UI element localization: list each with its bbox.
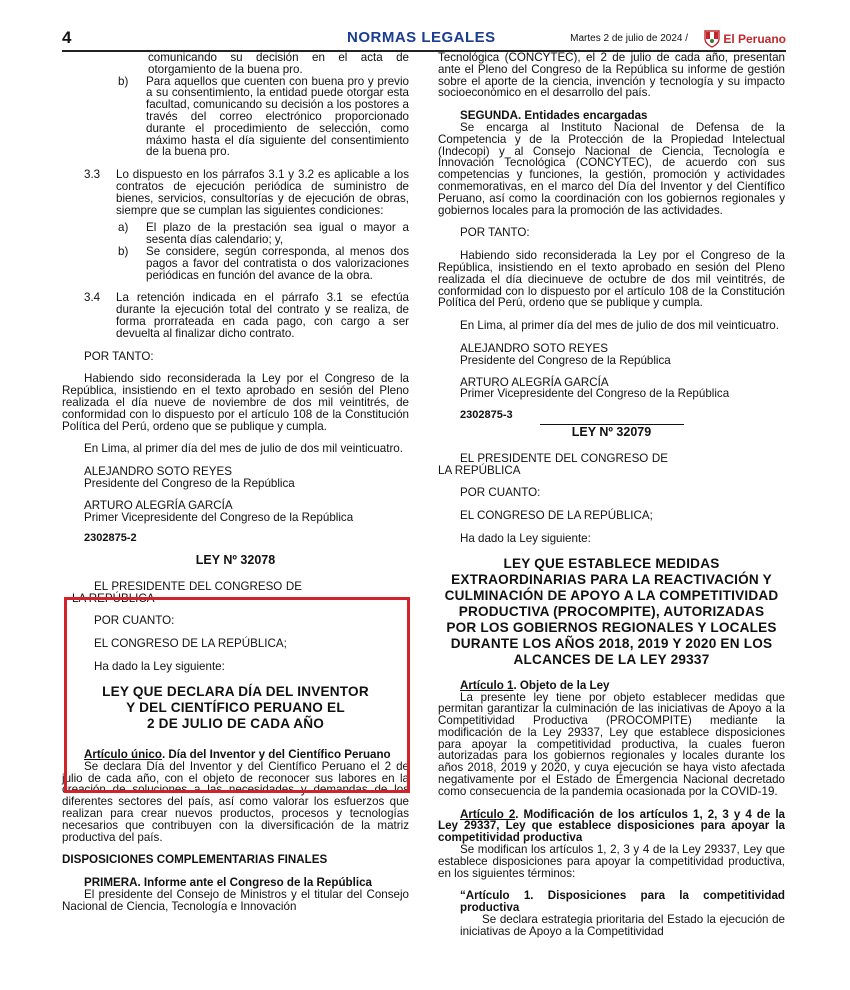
list-label: b)	[118, 244, 129, 258]
list-label: 3.3	[84, 168, 101, 182]
condition-list	[118, 222, 409, 281]
left-sublist-b	[118, 76, 409, 159]
law-title-line: 2 DE JULIO DE CADA AÑO	[146, 715, 325, 731]
paragraph: Se declara estrategia prioritaria del Estado la ejecución de iniciativas de Apoyo a la Competitividad	[460, 913, 785, 938]
por-tanto: POR TANTO:	[460, 226, 530, 240]
paragraph: EL CONGRESO DE LA REPÚBLICA;	[460, 509, 653, 523]
paragraph: Ha dado la Ley siguiente:	[94, 660, 225, 674]
quoted-article	[460, 890, 785, 937]
law-title-line: LEY QUE DECLARA DÍA DEL INVENTOR	[102, 683, 369, 699]
article-title: . Día del Inventor y del Científico Peruano	[161, 748, 391, 762]
right-column	[438, 52, 785, 949]
paragraph: Tecnológica (CONCYTEC), el 2 de julio de cada año, presentan ante el Pleno del Congreso de la República su informe de gestión sobre el aporte de la ciencia, invención y tecnología y su impacto socioeconómico en el desarrollo del país.	[438, 51, 785, 100]
list-text: Lo dispuesto en los párrafos 3.1 y 3.2 es aplicable a los contratos de ejecución periódica de suministro de bienes, servicios, consultorías y de ejecución de obras, siempre que se cumplan las siguientes condiciones:	[116, 168, 409, 217]
list-label: b)	[118, 74, 129, 88]
article-title: . Modificación de los artículos 1, 2, 3 y 4 de la Ley 29337, Ley que establece disposiciones para apoyar la competitividad productiva	[438, 807, 785, 845]
article-heading	[438, 809, 785, 844]
signer-role: Primer Vicepresidente del Congreso de la República	[460, 387, 730, 401]
article-label: Artículo 2	[460, 807, 516, 821]
paragraph: Se encarga al Instituto Nacional de Defensa de la Competencia y de la Protección de la Propiedad Intelectual (Indecopi) y al Consejo Nacional de Ciencia, Tecnología e Innovación Tecnológica (CONCYTEC), de acuerdo con sus competencias y funciones, la gestión, promoción y actividades conmemorativas, en el marco del Día del Inventor y del Científico Peruano, así como la coordinación con los gobiernos regionales y gobiernos locales para la promoción de las actividades.	[438, 120, 785, 217]
peru-shield-icon	[704, 30, 720, 48]
list-item	[118, 246, 409, 281]
paragraph: Se declara Día del Inventor y del Científico Peruano el 2 de julio de cada año, con el objeto de reconocer sus labores en la creación de soluciones a las necesidades y demandas de los diferentes sectores del país, así como valorar los esfuerzos que realizan para crear nuevos productos, procesos y tecnologías necesarios que contribuyen con la diversificación de la matriz productiva del país.	[62, 759, 409, 844]
list-label: 3.4	[84, 291, 101, 305]
list-label: a)	[118, 221, 129, 235]
section-heading: DISPOSICIONES COMPLEMENTARIAS FINALES	[62, 853, 328, 867]
signer-name: ALEJANDRO SOTO REYES	[460, 341, 608, 355]
document-code: 2302875-3	[460, 409, 513, 422]
paragraph: Habiendo sido reconsiderada la Ley por el Congreso de la República, insistiendo en el texto aprobado en sesión del Pleno realizada el día nueve de noviembre de dos mil veintitrés, de conformidad con lo dispuesto por el artículo 108 de la Constitución Política del Perú, ordeno que se publique y cumpla.	[62, 372, 409, 433]
paragraph: EL PRESIDENTE DEL CONGRESO DE LA REPÚBLICA	[72, 579, 302, 605]
signature-block	[84, 500, 409, 524]
list-item	[118, 222, 409, 246]
provision-title: PRIMERA. Informe ante el Congreso de la República	[84, 876, 372, 890]
law-number: LEY Nº 32078	[195, 553, 276, 568]
publication-title: NORMAS LEGALES	[347, 29, 496, 46]
list-text: Se considere, según corresponda, al menos dos pagos a favor del contratista o dos valorizaciones periódicas en función del avance de la obra.	[146, 244, 409, 282]
paragraph: El presidente del Consejo de Ministros y el titular del Consejo Nacional de Ciencia, Tecnología e Innovación	[62, 888, 409, 913]
article-label: Artículo 1	[460, 678, 514, 692]
page-number: 4	[62, 28, 72, 47]
paragraph: comunicando su decisión en el acta de otorgamiento de la buena pro.	[148, 51, 409, 76]
list-text: Para aquellos que cuenten con buena pro y previo a su consentimiento, la entidad puede otorgar esta facultad, comunicando su decisión a los postores a través del correo electrónico proporcionado durante el procedimiento de selección, como máximo hasta el día siguiente del consentimiento de la buena pro.	[146, 74, 409, 159]
signer-name: ALEJANDRO SOTO REYES	[84, 465, 232, 479]
paragraph: Ha dado la Ley siguiente:	[460, 531, 591, 545]
signer-role: Primer Vicepresidente del Congreso de la República	[84, 510, 354, 524]
list-item	[62, 169, 409, 216]
provision-title: SEGUNDA. Entidades encargadas	[460, 109, 648, 123]
paragraph: Se modifican los artículos 1, 2, 3 y 4 de la Ley 29337, Ley que establece disposiciones para apoyar la competitividad productiva, en los siguientes términos:	[438, 843, 785, 880]
article-title: . Objeto de la Ley	[513, 678, 610, 692]
signature-block	[84, 466, 409, 490]
paragraph: En Lima, al primer día del mes de julio de dos mil veinticuatro.	[84, 442, 403, 456]
paragraph: EL CONGRESO DE LA REPÚBLICA;	[94, 637, 287, 651]
paragraph: EL PRESIDENTE DEL CONGRESO DE LA REPÚBLICA	[438, 451, 668, 477]
por-cuanto: POR CUANTO:	[94, 614, 175, 628]
highlight-box	[64, 597, 410, 793]
quoted-article-title: “Artículo 1. Disposiciones para la competitividad productiva	[460, 889, 785, 915]
signer-role: Presidente del Congreso de la República	[84, 476, 295, 490]
paragraph: La presente ley tiene por objeto establecer medidas que permitan garantizar la culminación de las iniciativas de Apoyo a la Competitividad Productiva (PROCOMPITE) mediante la modificación de la Ley 29337, Ley que establece disposiciones para apoyar la competitividad productiva, la cuales fueron autorizadas para los gobiernos regionales y locales durante los años 2018, 2019 y 2020, y cuya ejecución se haya visto afectada negativamente por el Estado de Emergencia Nacional decretado como consecuencia de la pandemia ocasionada por la COVID-19.	[438, 690, 785, 798]
publication-date: Martes 2 de julio de 2024 /	[570, 33, 688, 44]
page-header	[62, 28, 786, 52]
article-label: Artículo único	[84, 748, 162, 762]
law-title-line: Y DEL CIENTÍFICO PERUANO EL	[126, 699, 345, 715]
brand-logo	[704, 30, 786, 48]
document-code: 2302875-2	[84, 532, 137, 545]
signature-block	[460, 377, 785, 401]
signer-name: ARTURO ALEGRÍA GARCÍA	[84, 498, 233, 512]
signer-role: Presidente del Congreso de la República	[460, 353, 671, 367]
list-text: El plazo de la prestación sea igual o mayor a sesenta días calendario; y,	[146, 221, 409, 247]
paragraph: Habiendo sido reconsiderada la Ley por el Congreso de la República, insistiendo en el texto aprobado en sesión del Pleno realizada el día diecinueve de octubre de dos mil veintitrés, de conformidad con lo dispuesto por el artículo 108 de la Constitución Política del Perú, ordeno que se publique y cumpla.	[438, 249, 785, 310]
left-sublist	[148, 52, 409, 76]
paragraph: En Lima, al primer día del mes de julio de dos mil veinticuatro.	[460, 319, 779, 333]
brand-name: El Peruano	[723, 32, 786, 46]
list-item	[118, 76, 409, 159]
list-item	[62, 292, 409, 339]
law-number: LEY Nº 32079	[571, 424, 652, 439]
por-tanto: POR TANTO:	[84, 349, 154, 363]
article-heading	[438, 680, 785, 692]
signature-block	[460, 343, 785, 367]
signer-name: ARTURO ALEGRÍA GARCÍA	[460, 375, 609, 389]
por-cuanto: POR CUANTO:	[460, 486, 541, 500]
law-title: LEY QUE ESTABLECE MEDIDAS EXTRAORDINARIAS PARA LA REACTIVACIÓN Y CULMINACIÓN DE APOYO A LA COMPETITIVIDAD PRODUCTIVA (PROCOMPITE), AUTORIZADAS POR LOS GOBIERNOS REGIONALES Y LOCALES DURANTE LOS AÑOS 2018, 2019 Y 2020 EN LOS ALCANCES DE LA LEY 29337	[444, 555, 779, 667]
list-text: La retención indicada en el párrafo 3.1 se efectúa durante la ejecución total del contrato y se realiza, de forma prorrateada en cada pago, con cargo a ser devuelta al finalizar dicho contrato.	[116, 291, 409, 340]
